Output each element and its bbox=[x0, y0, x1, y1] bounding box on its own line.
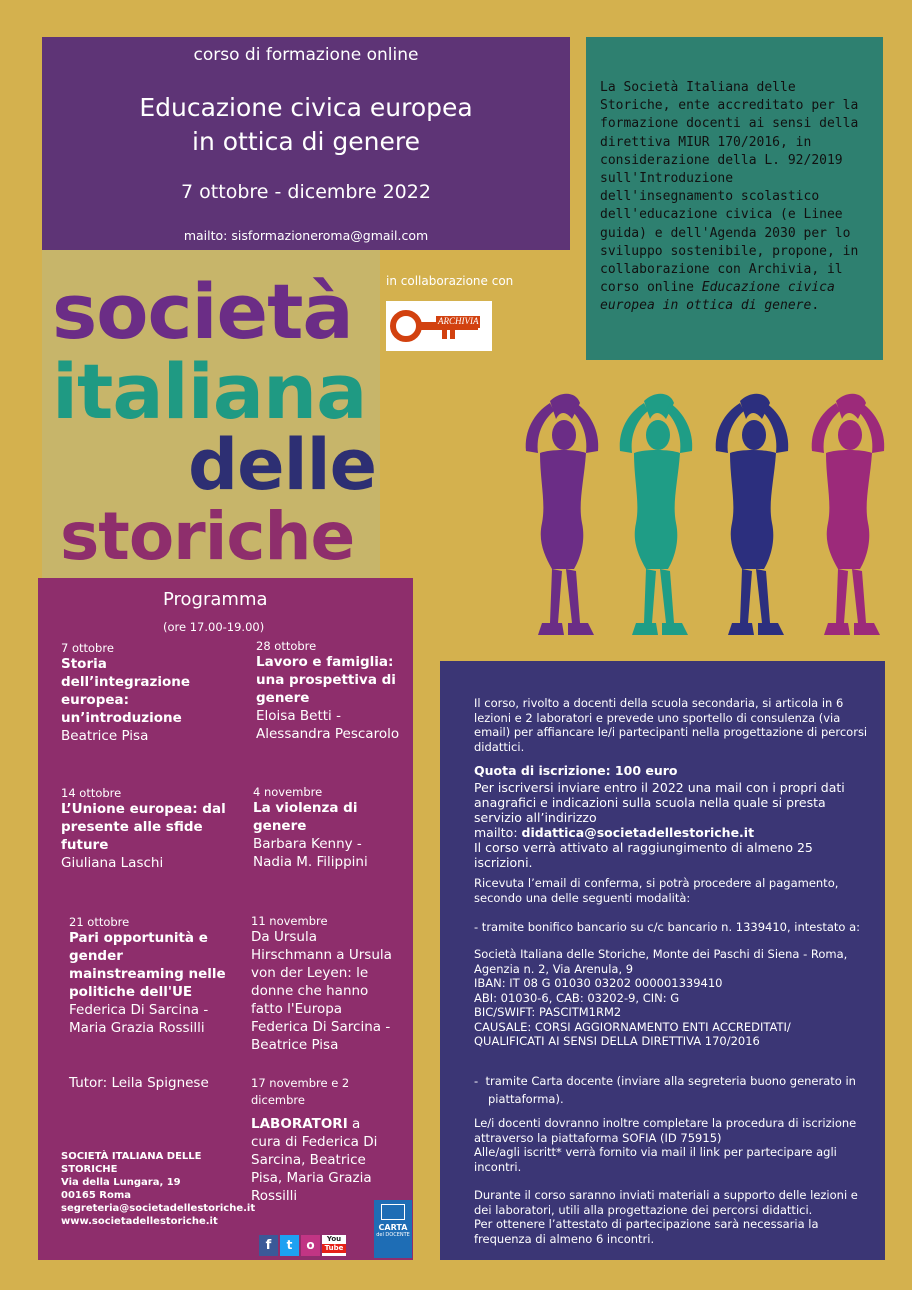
session-speakers: Beatrice Pisa bbox=[61, 728, 149, 744]
session-title: Pari opportunità e gender mainstreaming nelle politiche dell'UE bbox=[69, 930, 226, 1000]
sis-logo bbox=[42, 250, 380, 578]
session-date: 4 novembre bbox=[253, 785, 323, 799]
session-4 bbox=[253, 785, 398, 871]
session-title: Storia dell’integrazione europea: un’introduzione bbox=[61, 656, 191, 726]
address-block bbox=[61, 1150, 256, 1228]
course-dates: 7 ottobre - dicembre 2022 bbox=[181, 181, 431, 203]
intro-text-end: . bbox=[811, 298, 820, 314]
logo-word-italiana: italiana bbox=[52, 347, 367, 436]
info-iban: IBAN: IT 08 G 01030 03202 000001339410 bbox=[474, 976, 723, 990]
session-speakers: Federica Di Sarcina - Maria Grazia Rossilli bbox=[69, 1002, 209, 1036]
address-name: SOCIETÀ ITALIANA DELLE STORICHE bbox=[61, 1151, 202, 1175]
info-materials bbox=[474, 1188, 869, 1246]
session-title: Lavoro e famiglia: una prospettiva di genere bbox=[256, 654, 396, 706]
info-materials-text: Durante il corso saranno inviati materiali a supporto delle lezioni e dei laboratori, utili alla progettazione dei percorsi didattici. bbox=[474, 1188, 858, 1217]
session-speakers: Eloisa Betti - Alessandra Pescarolo bbox=[256, 708, 400, 742]
programme-hours: (ore 17.00-19.00) bbox=[163, 620, 265, 634]
info-bank-details bbox=[474, 947, 854, 1049]
session-date: 28 ottobre bbox=[256, 639, 317, 653]
info-abi: ABI: 01030-6, CAB: 03202-9, CIN: G bbox=[474, 990, 680, 1005]
info-fee: Quota di iscrizione: 100 euro bbox=[474, 763, 678, 778]
session-date: 7 ottobre bbox=[61, 641, 114, 655]
info-carta-docente bbox=[474, 1074, 869, 1106]
labs-speakers: a cura di Federica Di Sarcina, Beatrice Pisa, Maria Grazia Rossilli bbox=[251, 1116, 378, 1204]
youtube-label-bottom: Tube bbox=[322, 1244, 346, 1253]
info-registration-text: Per iscriversi inviare entro il 2022 una mail con i propri dati anagrafici e indicazioni sulla scuola nella quale si presta servizio all’indirizzo bbox=[474, 780, 845, 825]
info-box bbox=[440, 661, 885, 1260]
info-link-text: Alle/agli iscritt* verrà fornito via mail il link per partecipare agli incontri. bbox=[474, 1145, 837, 1174]
info-attestato-text: Per ottenere l’attestato di partecipazione sarà necessaria la frequenza di almeno 6 incontri. bbox=[474, 1217, 819, 1246]
address-web[interactable]: www.societadellestoriche.it bbox=[61, 1216, 218, 1227]
carta-sublabel: del DOCENTE bbox=[376, 1232, 410, 1238]
archivia-key-icon bbox=[386, 301, 492, 351]
course-title-line2: in ottica di genere bbox=[192, 127, 420, 156]
info-carta-line2: piattaforma). bbox=[488, 1091, 564, 1106]
archivia-logo bbox=[386, 301, 492, 351]
session-date: 21 ottobre bbox=[69, 915, 130, 929]
info-payment-intro: Ricevuta l’email di conferma, si potrà procedere al pagamento, secondo una delle seguenti modalità: bbox=[474, 876, 839, 905]
card-icon bbox=[381, 1204, 405, 1220]
course-title-line1: Educazione civica europea bbox=[139, 93, 473, 122]
facebook-icon[interactable]: f bbox=[259, 1235, 278, 1256]
intro-box bbox=[586, 37, 883, 360]
address-city: 00165 Roma bbox=[61, 1190, 132, 1201]
programme-title: Programma bbox=[163, 589, 268, 610]
session-date: 11 novembre bbox=[251, 914, 328, 928]
session-7 bbox=[251, 1075, 381, 1205]
info-registration bbox=[474, 780, 869, 870]
carta-label: CARTA bbox=[378, 1223, 408, 1232]
session-5 bbox=[69, 915, 234, 1037]
course-mode: online bbox=[366, 45, 419, 65]
session-speakers: Giuliana Laschi bbox=[61, 855, 164, 871]
info-sofia-text: Le/i docenti dovranno inoltre completare la procedura di iscrizione attraverso la piattaforma SOFIA (ID 75915) bbox=[474, 1116, 857, 1145]
address-street: Via della Lungara, 19 bbox=[61, 1177, 181, 1188]
session-date: 17 novembre e 2 dicembre bbox=[251, 1076, 350, 1107]
intro-text-plain: La Società Italiana delle Storiche, ente accreditato per la formazione docenti ai sensi della direttiva MIUR 170/2016, in considerazione della L. 92/2019 sull'Introduzione dell'insegnamento scolastico dell'educazione civica (e Linee guida) e dell'Agenda 2030 per lo sviluppo sostenibile, propone, in collaborazione con Archivia, il corso online bbox=[600, 80, 859, 296]
programme-box bbox=[38, 578, 413, 1260]
logo-word-storiche: storiche bbox=[60, 498, 355, 575]
info-mail-prefix: mailto: bbox=[474, 825, 522, 840]
intro-text-italic: Educazione civica europea in ottica di genere bbox=[600, 280, 835, 314]
session-3 bbox=[61, 786, 231, 872]
course-mailto[interactable]: mailto: sisformazioneroma@gmail.com bbox=[183, 228, 429, 243]
twitter-icon[interactable]: t bbox=[280, 1235, 299, 1256]
session-title: La violenza di genere bbox=[253, 800, 358, 834]
tutor: Tutor: Leila Spignese bbox=[69, 1075, 209, 1091]
session-6 bbox=[251, 914, 401, 1054]
info-activation: Il corso verrà attivato al raggiungimento di almeno 25 iscrizioni. bbox=[474, 840, 813, 870]
info-carta-dash: - bbox=[474, 1074, 479, 1088]
info-bic: BIC/SWIFT: PASCITM1RM2 bbox=[474, 1005, 622, 1019]
info-sofia bbox=[474, 1116, 869, 1174]
info-causale: CAUSALE: CORSI AGGIORNAMENTO ENTI ACCREDITATI/ QUALIFICATI AI SENSI DELLA DIRETTIVA 170/2016 bbox=[474, 1019, 791, 1048]
labs-title: LABORATORI bbox=[251, 1116, 348, 1132]
info-carta-line1 bbox=[474, 1074, 869, 1089]
session-date: 14 ottobre bbox=[61, 786, 122, 800]
info-bank-holder: Società Italiana delle Storiche, Monte dei Paschi di Siena - Roma, Agenzia n. 2, Via Arenula, 9 bbox=[474, 947, 848, 976]
course-header bbox=[42, 37, 570, 250]
archivia-name: ARCHIVIA bbox=[438, 316, 479, 326]
logo-word-societa: società bbox=[52, 267, 353, 356]
session-labs bbox=[251, 1115, 381, 1205]
youtube-label-top: You bbox=[326, 1235, 342, 1243]
session-1 bbox=[61, 641, 231, 745]
info-carta-text: tramite Carta docente (inviare alla segreteria buono generato in bbox=[485, 1074, 856, 1088]
address-email[interactable]: segreteria@societadellestoriche.it bbox=[61, 1203, 256, 1214]
intro-text bbox=[600, 79, 872, 316]
youtube-icon[interactable] bbox=[322, 1235, 346, 1256]
instagram-icon[interactable]: o bbox=[301, 1235, 320, 1256]
collaboration-label: in collaborazione con bbox=[386, 274, 514, 288]
session-2 bbox=[256, 639, 401, 743]
info-course-description: Il corso, rivolto a docenti della scuola secondaria, si articola in 6 lezioni e 2 laboratori e prevede uno sportello di consulenza (via email) per affiancare le/i partecipanti nella progettazione di percorsi didattici. bbox=[474, 696, 868, 754]
session-speakers: Da Ursula Hirschmann a Ursula von der Leyen: le donne che hanno fatto l'Europa Federica Di Sarcina - Beatrice Pisa bbox=[251, 929, 392, 1053]
session-title: L’Unione europea: dal presente alle sfide future bbox=[61, 801, 226, 853]
course-prefix: corso di formazione bbox=[193, 45, 362, 65]
social-icons bbox=[259, 1235, 346, 1256]
dancing-figures-illustration bbox=[516, 385, 896, 655]
info-mail-address[interactable]: didattica@societadellestoriche.it bbox=[521, 825, 755, 840]
carta-docente-logo bbox=[374, 1200, 412, 1258]
course-title bbox=[42, 91, 570, 159]
info-bonifico: - tramite bonifico bancario su c/c bancario n. 1339410, intestato a: bbox=[474, 920, 861, 934]
logo-word-delle: delle bbox=[188, 424, 377, 506]
session-speakers: Barbara Kenny - Nadia M. Filippini bbox=[253, 836, 368, 870]
course-type bbox=[42, 45, 570, 65]
